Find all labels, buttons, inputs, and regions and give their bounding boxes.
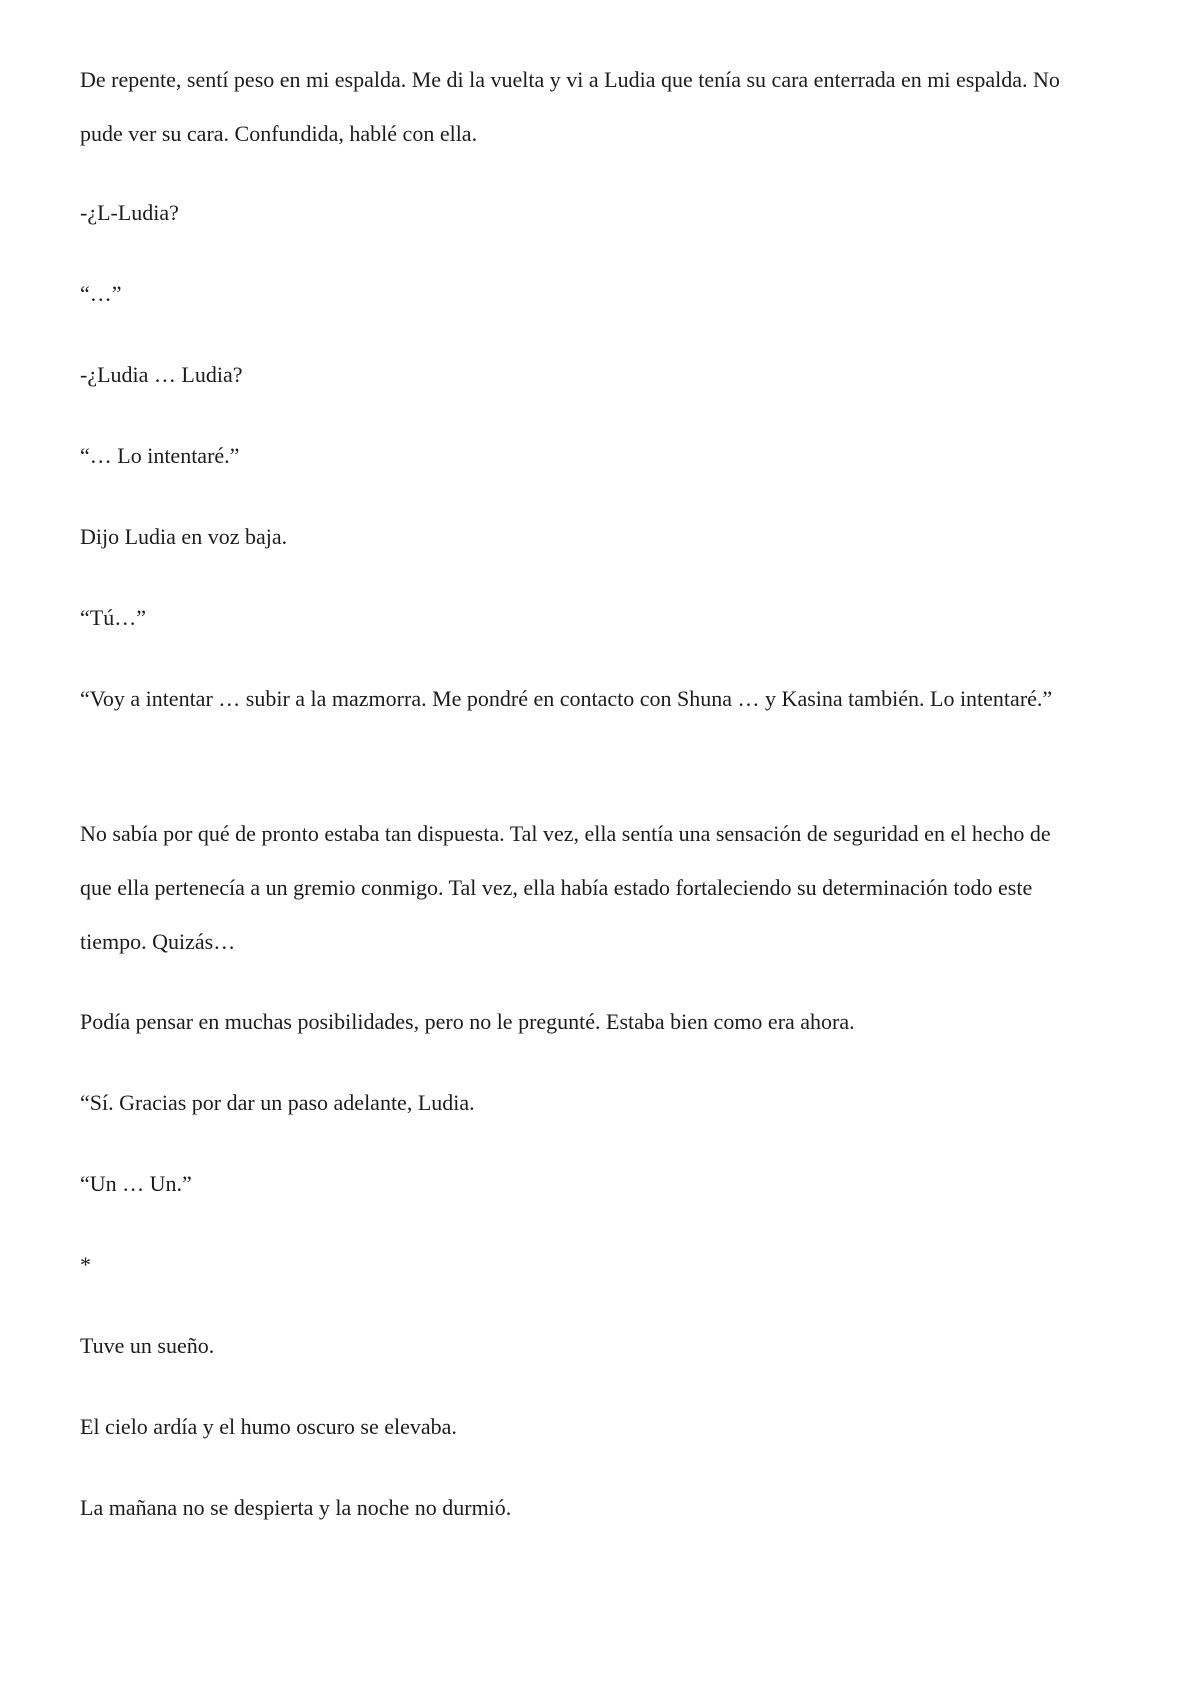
- paragraph: -¿Ludia … Ludia?: [80, 362, 243, 387]
- paragraph: No sabía por qué de pronto estaba tan dispuesta. Tal vez, ella sentía una sensación de seguridad en el hecho de que ella pertenecía a un gremio conmigo. Tal vez, ella había estado fortaleciendo su determinación todo este tiempo. Quizás…: [80, 821, 1051, 954]
- paragraph: La mañana no se despierta y la noche no durmió.: [80, 1495, 512, 1520]
- paragraph: “Voy a intentar … subir a la mazmorra. Me pondré en contacto con Shuna … y Kasina también. Lo intentaré.”: [80, 686, 1053, 711]
- paragraph: De repente, sentí peso en mi espalda. Me di la vuelta y vi a Ludia que tenía su cara enterrada en mi espalda. No pude ver su cara. Confundida, hablé con ella.: [80, 67, 1060, 146]
- paragraph: “Sí. Gracias por dar un paso adelante, Ludia.: [80, 1090, 475, 1115]
- paragraph: “Tú…”: [80, 605, 146, 630]
- paragraph: -¿L-Ludia?: [80, 200, 179, 225]
- paragraph: “…”: [80, 281, 122, 306]
- paragraph: Podía pensar en muchas posibilidades, pero no le pregunté. Estaba bien como era ahora.: [80, 1009, 855, 1034]
- paragraph: El cielo ardía y el humo oscuro se elevaba.: [80, 1414, 457, 1439]
- paragraph: Dijo Ludia en voz baja.: [80, 524, 288, 549]
- section-break: *: [80, 1252, 91, 1277]
- paragraph: “Un … Un.”: [80, 1171, 192, 1196]
- paragraph: “… Lo intentaré.”: [80, 443, 240, 468]
- paragraph: Tuve un sueño.: [80, 1333, 215, 1358]
